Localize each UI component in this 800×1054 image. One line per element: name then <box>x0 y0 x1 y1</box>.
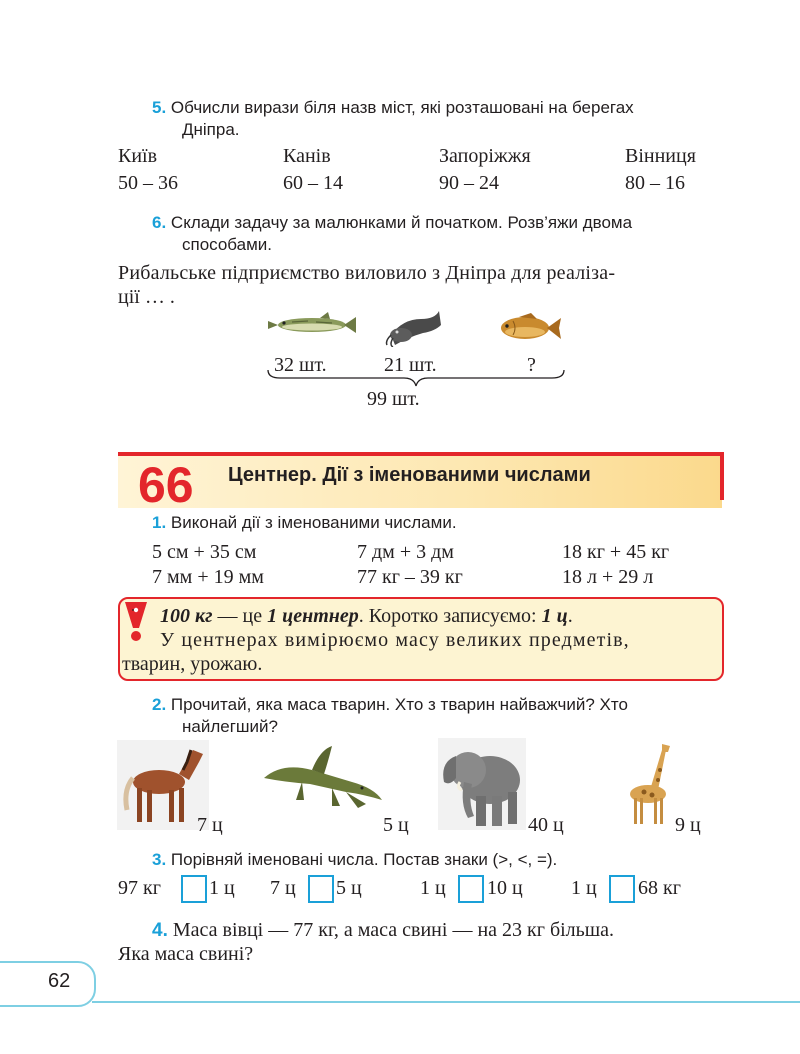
task-number: 3. <box>152 850 167 869</box>
city-name: Київ <box>118 145 158 167</box>
task-3-instruction <box>152 849 557 870</box>
task-5-instruction <box>152 97 634 118</box>
fish-count-label: 32 шт. <box>274 354 327 376</box>
rule-text: . Коротко записуємо: <box>358 605 542 627</box>
task-number: 6. <box>152 213 167 232</box>
compare-left: 97 кг <box>118 877 161 899</box>
task-2-instruction <box>152 694 628 715</box>
pike-icon <box>268 308 356 340</box>
carp-icon <box>495 311 563 343</box>
task-text: Прочитай, яка маса тварин. Хто з тварин найважчий? Хто <box>170 695 628 714</box>
task-number: 2. <box>152 695 167 714</box>
city-expression: 80 – 16 <box>625 172 685 194</box>
story-line: ції … . <box>118 286 175 308</box>
rule-text: — це <box>212 605 268 627</box>
city-name: Канів <box>283 145 331 167</box>
rule-term: 100 кг <box>160 605 213 627</box>
expression: 7 дм + 3 дм <box>357 541 454 563</box>
total-label: 99 шт. <box>367 388 420 410</box>
fish-count-label: 21 шт. <box>384 354 437 376</box>
expression: 77 кг – 39 кг <box>357 566 463 588</box>
compare-sign-box[interactable] <box>181 875 207 903</box>
footer-line <box>92 1001 800 1003</box>
rule-line-3: тварин, урожаю. <box>122 653 263 675</box>
horse-picture <box>117 740 209 830</box>
rule-term: 1 ц <box>541 605 568 627</box>
page-number: 62 <box>48 970 71 992</box>
compare-right: 1 ц <box>209 877 235 899</box>
compare-right: 10 ц <box>487 877 523 899</box>
total-brace <box>266 368 566 388</box>
compare-right: 5 ц <box>336 877 362 899</box>
task-text: Порівняй іменовані числа. Постав знаки (>, <, =). <box>170 850 558 869</box>
animal-mass: 9 ц <box>675 814 701 836</box>
task-text: Виконай дії з іменованими числами. <box>170 513 457 532</box>
compare-left: 1 ц <box>571 877 597 899</box>
lesson-number: 66 <box>138 457 194 513</box>
task-text: Обчисли вирази біля назв міст, які розташовані на берегах <box>170 98 634 117</box>
task-number: 5. <box>152 98 167 117</box>
elephant-icon <box>438 738 526 830</box>
compare-sign-box[interactable] <box>458 875 484 903</box>
task-5-instruction-line2: Дніпра. <box>182 120 240 139</box>
task-number: 4. <box>152 920 168 941</box>
compare-left: 1 ц <box>420 877 446 899</box>
crocodile-icon <box>262 742 384 814</box>
task-6-instruction <box>152 212 632 233</box>
task-2-instruction-line2: найлегший? <box>182 717 278 736</box>
compare-sign-box[interactable] <box>308 875 334 903</box>
animal-mass: 5 ц <box>383 814 409 836</box>
task-4-line-2: Яка маса свині? <box>118 943 254 965</box>
city-name: Вінниця <box>625 145 696 167</box>
city-name: Запоріжжя <box>439 145 531 167</box>
compare-left: 7 ц <box>270 877 296 899</box>
compare-right: 68 кг <box>638 877 681 899</box>
exclamation-icon <box>121 598 151 644</box>
task-number: 1. <box>152 513 167 532</box>
lesson-title: Центнер. Дії з іменованими числами <box>228 464 591 486</box>
city-expression: 90 – 24 <box>439 172 499 194</box>
expression: 5 см + 35 см <box>152 541 257 563</box>
expression: 7 мм + 19 мм <box>152 566 264 588</box>
task-6-instruction-line2: способами. <box>182 235 273 254</box>
task-1-instruction <box>152 512 457 533</box>
rule-text: . <box>567 605 573 627</box>
catfish-icon <box>383 305 443 347</box>
compare-sign-box[interactable] <box>609 875 635 903</box>
story-line: Рибальське підприємство виловило з Дніпра для реаліза- <box>118 262 616 284</box>
rule-line-2: У центнерах вимірюємо масу великих предметів, <box>160 629 630 651</box>
task-text: Склади задачу за малюнками й початком. Розв’яжи двома <box>170 213 633 232</box>
city-expression: 60 – 14 <box>283 172 343 194</box>
elephant-picture <box>438 738 526 830</box>
horse-icon <box>117 740 209 830</box>
animal-mass: 7 ц <box>197 814 223 836</box>
rule-term: 1 центнер <box>267 605 359 627</box>
fish-count-label: ? <box>527 354 536 376</box>
expression: 18 л + 29 л <box>562 566 654 588</box>
task-4-line-1 <box>152 918 614 943</box>
rule-line-1 <box>160 604 573 628</box>
city-expression: 50 – 36 <box>118 172 178 194</box>
expression: 18 кг + 45 кг <box>562 541 670 563</box>
task-text: Маса вівці — 77 кг, а маса свині — на 23 кг більша. <box>172 919 615 941</box>
animal-mass: 40 ц <box>528 814 564 836</box>
